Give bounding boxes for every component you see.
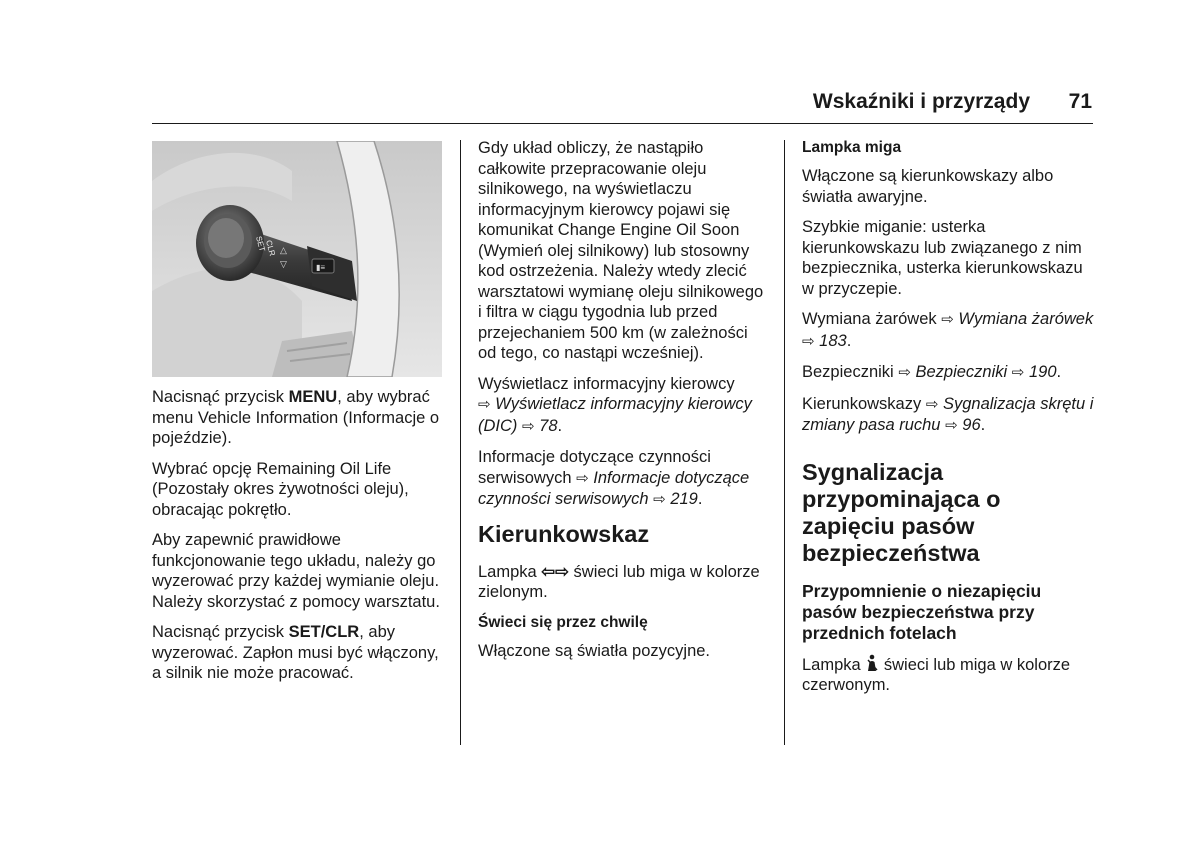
subheading-lights-briefly: Świeci się przez chwilę [478,613,648,631]
ref-arrow-icon: ⇨ [802,332,815,350]
ref-arrow-icon: ⇨ [941,311,954,328]
reference-link[interactable]: Bezpieczniki [915,363,1008,381]
svg-text:▮≡: ▮≡ [316,263,326,272]
ref-arrow-icon: ⇨ [478,396,491,413]
column-divider-1 [460,140,461,745]
subheading-lamp-flashes: Lampka miga [802,139,902,156]
cross-reference-service [478,447,770,511]
ref-arrow-icon: ⇨ [925,395,939,413]
text: Kierunkowskazy [802,394,922,413]
cross-reference-turn-signals [802,394,1094,437]
header-title: Wskaźniki i przyrządy [812,90,1030,113]
paragraph: Aby zapewnić prawidłowe funkcjonowanie tego układu, należy go wyzerować przy każdej wymianie oleju. Należy skorzystać z pomocy warsztatu. [152,531,440,611]
text: Nacisnąć przycisk [152,388,289,406]
paragraph: Gdy układ obliczy, że nastąpiło całkowite przepracowanie oleju silnikowego, na wyświetlaczu informacyjnym kierowcy pojawi się komunikat Change Engine Oil Soon (Wymień olej silnikowy) lub stosowny kod ostrzeżenia. Należy wtedy zlecić warsztatowi wymianę oleju silnikowego i filtra w ciągu tygodnia lub przed przejechaniem 500 km (w zależności od tego, co nastąpi wcześniej). [478,139,764,362]
column-divider-2 [784,140,785,745]
paragraph [152,622,444,684]
period: . [557,416,563,435]
text: Bezpieczniki [802,363,894,381]
text: świeci lub miga w kolorze czerwonym. [802,655,1071,694]
text: Nacisnąć przycisk [152,623,289,641]
column-3 [802,138,1094,706]
text: Lampka [478,562,537,581]
reference-link[interactable]: Wyświetlacz informacyjny kierowcy (DIC) [478,395,752,435]
reference-page[interactable]: 219 [670,490,698,508]
reference-page[interactable]: 190 [1028,363,1057,381]
header-rule [152,123,1093,124]
svg-text:CLR: CLR [264,239,277,257]
paragraph [802,654,1094,696]
reference-link[interactable]: Wymiana żarówek [958,310,1094,328]
text: Lampka [802,655,861,674]
text: , aby wyzerować. Zapłon musi być włączony, a silnik nie może pracować. [152,623,439,682]
ref-arrow-icon: ⇨ [945,417,958,434]
page-number: 71 [1068,90,1092,113]
column-1 [152,387,444,694]
paragraph: Włączone są światła pozycyjne. [478,641,711,660]
cross-reference-bulbs [802,309,1094,352]
stalk-illustration [152,141,442,377]
cross-reference-dic [478,374,770,438]
svg-text:△: △ [280,245,287,255]
paragraph: Szybkie miganie: usterka kierunkowskazu lub związanego z nim bezpiecznika, usterka kierunkowskazu w przyczepie. [802,218,1083,298]
ref-arrow-icon: ⇨ [898,364,911,381]
reference-page[interactable]: 78 [539,416,558,435]
text: świeci lub miga w kolorze zielonym. [478,562,760,601]
paragraph [152,387,444,449]
section-heading-seatbelt-reminder: Sygnalizacja przypominająca o zapięciu pasów bezpieczeństwa [802,458,1001,566]
paragraph [478,562,770,603]
column-2 [478,138,770,671]
reference-page[interactable]: 183 [819,331,847,350]
menu-button-name: MENU [288,388,338,406]
period: . [697,490,703,508]
section-heading-turn-signal: Kierunkowskaz [478,520,650,547]
ref-arrow-icon: ⇨ [653,491,666,508]
page-header [0,86,1092,118]
turn-signal-arrows-icon: ⇦⇨ [541,562,569,581]
reference-link[interactable]: Sygnalizacja skrętu i zmiany pasa ruchu [802,394,1094,434]
text: Wyświetlacz informacyjny kierowcy [478,374,735,393]
svg-text:SET: SET [254,235,267,253]
reference-link[interactable]: Informacje dotyczące czynności serwisowych [478,468,750,508]
ref-arrow-icon: ⇨ [576,469,589,487]
period: . [980,416,986,434]
paragraph: Włączone są kierunkowskazy albo światła awaryjne. [802,167,1054,206]
subheading-front-seat-reminder: Przypomnienie o niezapięciu pasów bezpieczeństwa przy przednich fotelach [802,580,1042,643]
ref-arrow-icon: ⇨ [522,417,535,435]
svg-text:▽: ▽ [280,259,287,269]
text: , aby wybrać menu Vehicle Information (Informacje o pojeździe). [152,388,440,447]
paragraph: Wybrać opcję Remaining Oil Life (Pozostały okres żywotności oleju), obracając pokrętło. [152,459,409,519]
text: Wymiana żarówek [802,310,937,328]
seatbelt-icon [865,656,884,674]
text: Informacje dotyczące czynności serwisowych [478,448,711,487]
set-clr-button-name: SET/CLR [288,623,360,641]
reference-page[interactable]: 96 [962,416,981,434]
ref-arrow-icon: ⇨ [1011,364,1025,381]
period: . [1056,363,1062,381]
cross-reference-fuses [802,362,1094,384]
period: . [846,331,852,350]
